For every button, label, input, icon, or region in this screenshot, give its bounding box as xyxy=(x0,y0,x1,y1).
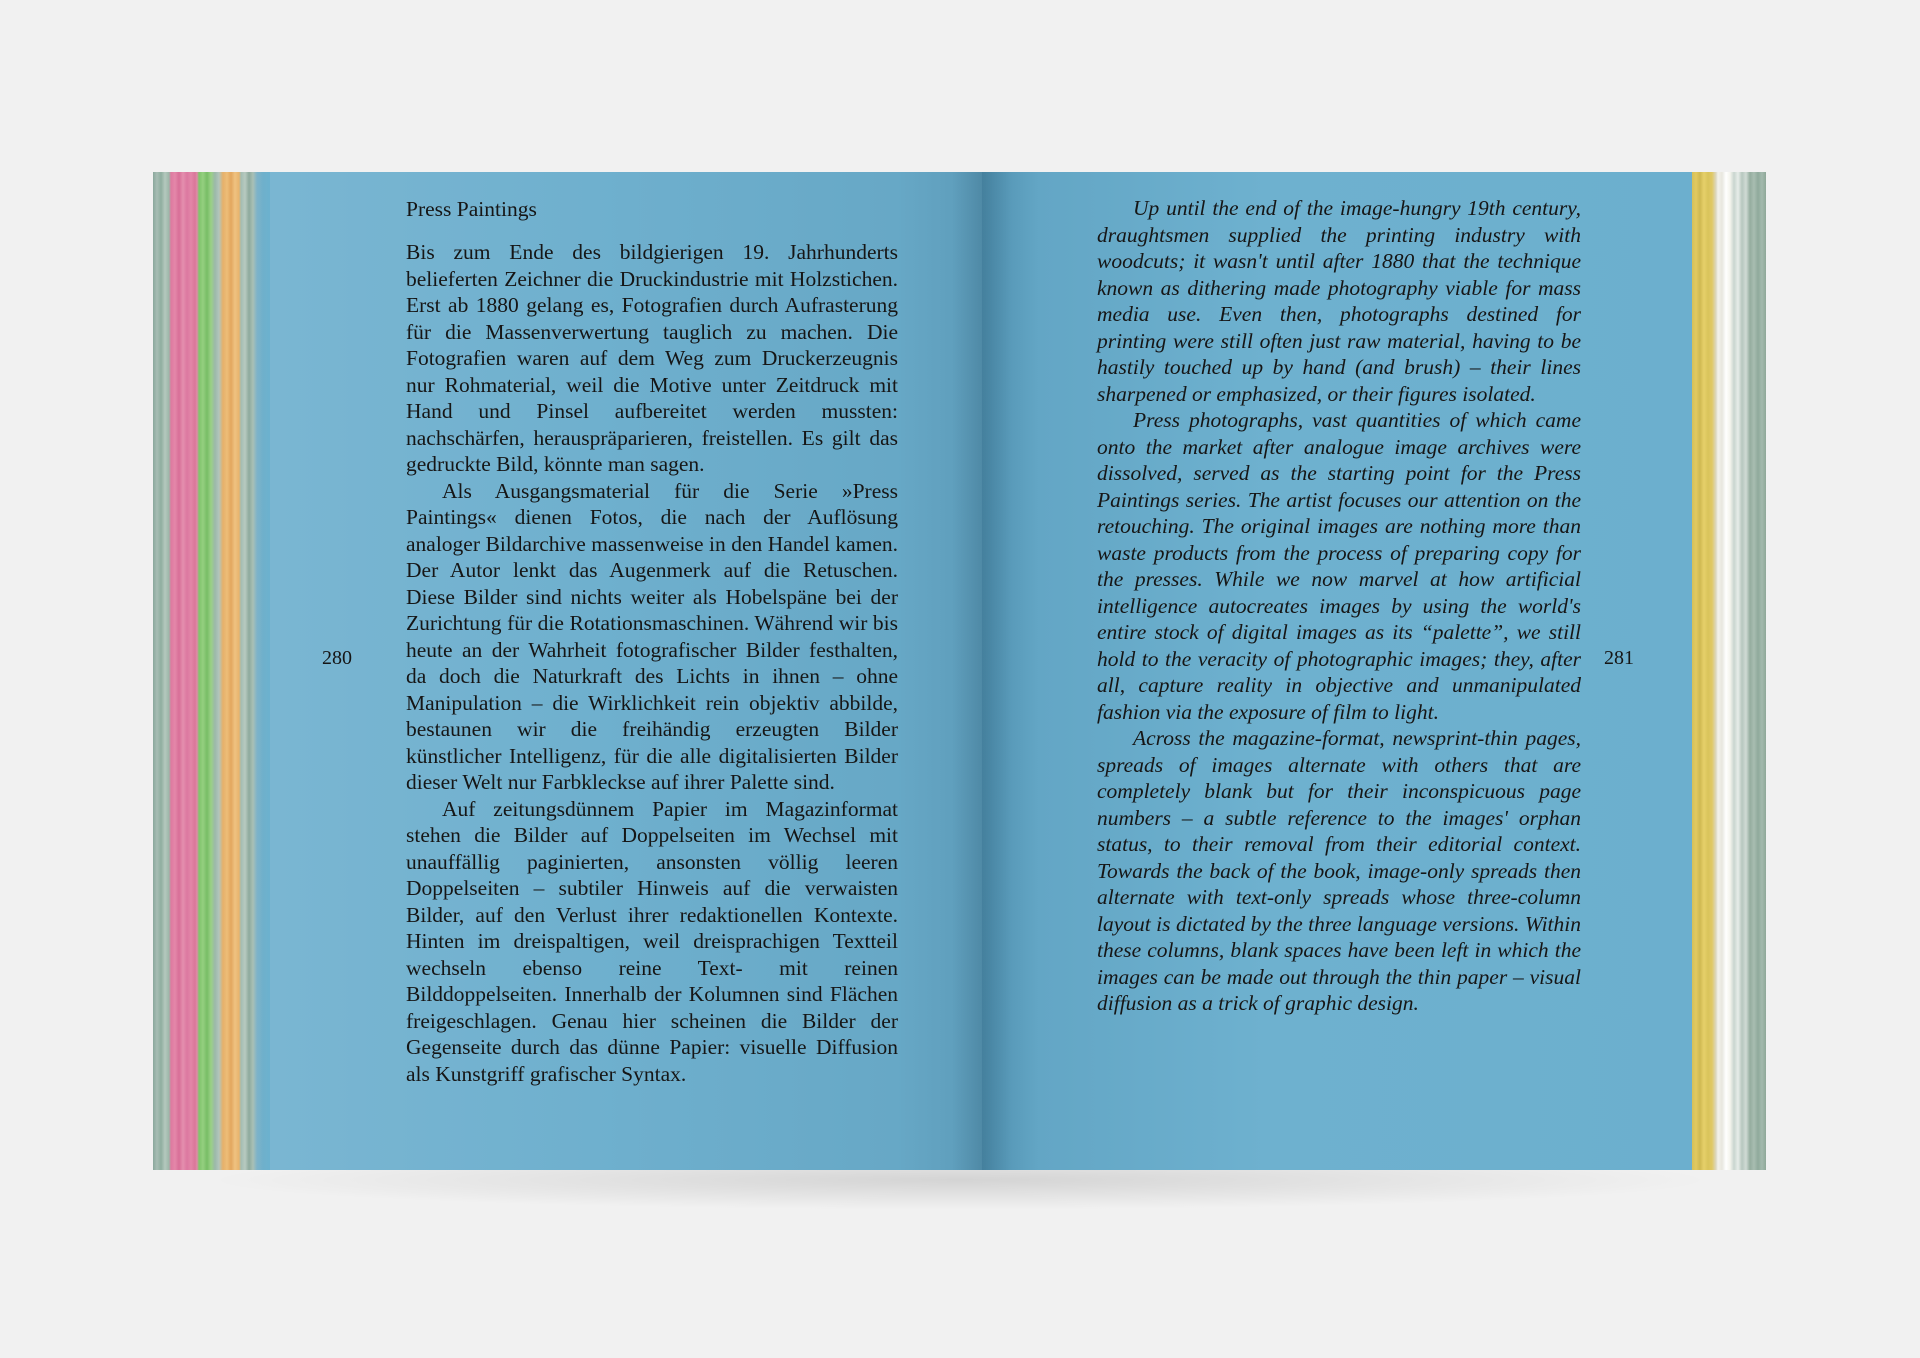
page-title: Press Paintings xyxy=(406,197,537,221)
right-page-edges xyxy=(1688,172,1766,1170)
paragraph: Bis zum Ende des bildgierigen 19. Jahrhunderts belieferten Zeichner die Druckindustrie mit Holzstichen. Erst ab 1880 gelang es, Fotografien durch Aufrasterung für die Massenverwertung tauglich zu machen. Die Fotografien waren auf dem Weg zum Druckerzeugnis nur Rohmaterial, weil die Motive unter Zeitdruck mit Hand und Pinsel aufbereitet werden mussten: nachschärfen, herauspräparieren, freistellen. Es gilt das gedruckte Bild, könnte man sagen. xyxy=(406,240,898,476)
paragraph: Press photographs, vast quantities of which came onto the market after analogue image archives were dissolved, served as the starting point for the Press Paintings series. The artist focuses our attention on the retouching. The original images are nothing more than waste products from the process of preparing copy for the presses. While we now marvel at how artificial intelligence autocreates images by using the world's entire stock of digital images as its “palette”, we still hold to the veracity of photographic images; they, after all, capture reality in objective and unmanipulated fashion via the exposure of film to light. xyxy=(1097,408,1581,724)
paragraph: Across the magazine-format, newsprint-thin pages, spreads of images alternate with others that are completely blank but for their inconspicuous page numbers – a subtle reference to the images' orphan status, to their removal from their editorial context. Towards the back of the book, image-only spreads then alternate with text-only spreads whose three-column layout is dictated by the three language versions. Within these columns, blank spaces have been left in which the images can be made out through the thin paper – visual diffusion as a trick of graphic design. xyxy=(1097,726,1581,1015)
book-gutter xyxy=(952,172,1012,1170)
page-number-left: 280 xyxy=(322,647,352,669)
page-number-right: 281 xyxy=(1604,647,1634,669)
right-text-column xyxy=(1097,195,1581,1017)
left-page-edges xyxy=(153,172,273,1170)
left-text-column xyxy=(406,195,898,1087)
paragraph: Up until the end of the image-hungry 19th century, draughtsmen supplied the printing industry with woodcuts; it wasn't until after 1880 that the technique known as dithering made photography viable for mass media use. Even then, photographs destined for printing were still often just raw material, having to be hastily touched up by hand (and brush) – their lines sharpened or emphasized, or their figures isolated. xyxy=(1097,196,1581,406)
paragraph: Als Ausgangsmaterial für die Serie »Press Paintings« dienen Fotos, die nach der Auflösung analoger Bildarchive massenweise in den Handel kamen. Der Autor lenkt das Augenmerk auf die Retuschen. Diese Bilder sind nichts weiter als Hobelspäne bei der Zurichtung für die Rotationsmaschinen. Während wir bis heute an der Wahrheit fotografischer Bilder festhalten, da doch die Naturkraft des Lichts in ihnen – ohne Manipulation – die Wirklichkeit rein objektiv abbilde, bestaunen wir die freihändig erzeugten Bilder künstlicher Intelligenz, für die alle digitalisierten Bilder dieser Welt nur Farbkleckse auf ihrer Palette sind. xyxy=(406,478,898,794)
paragraph: Auf zeitungsdünnem Papier im Magazinformat stehen die Bilder auf Doppelseiten im Wechsel mit unauffällig paginierten, ansonsten völlig leeren Doppelseiten – subtiler Hinweis auf die verwaisten Bilder, auf den Verlust ihrer redaktionellen Kontexte. Hinten im dreispaltigen, weil dreisprachigen Textteil wechseln ebenso reine Text- mit reinen Bilddoppelseiten. Innerhalb der Kolumnen sind Flächen freigeschlagen. Genau hier scheinen die Bilder der Gegenseite durch das dünne Papier: visuelle Diffusion als Kunstgriff grafischer Syntax. xyxy=(406,796,898,1086)
